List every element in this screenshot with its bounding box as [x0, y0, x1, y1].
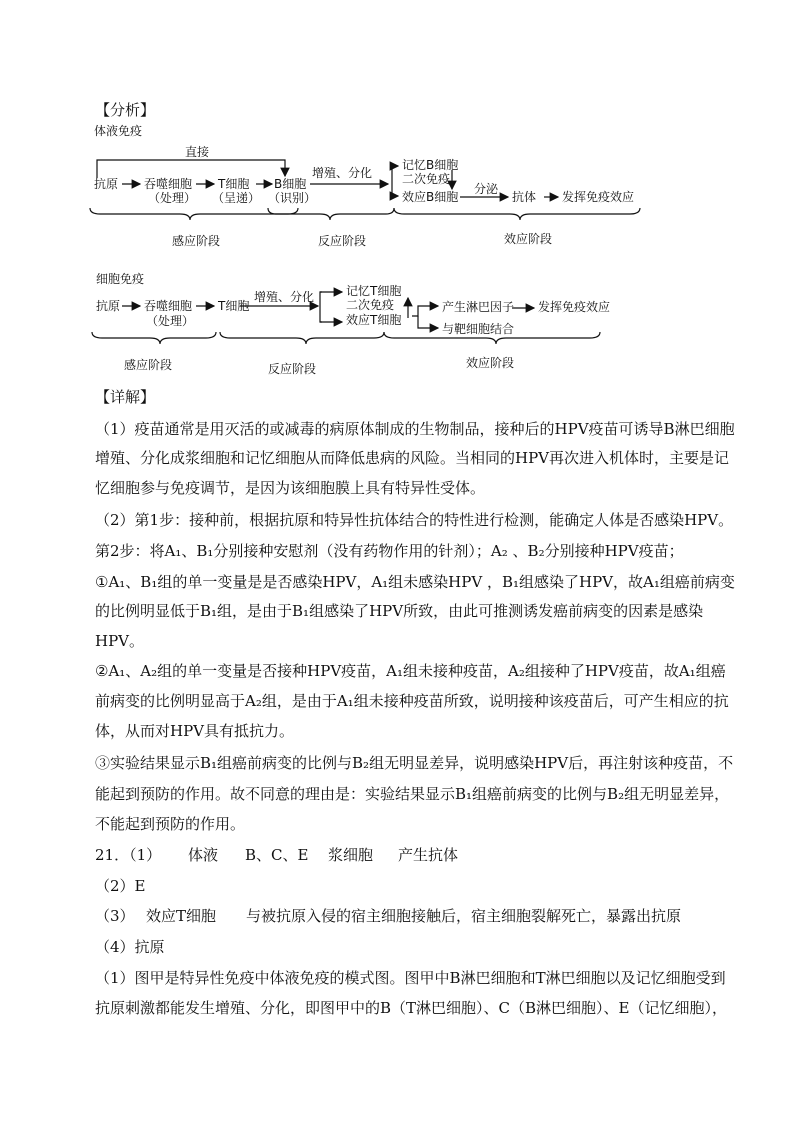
- answer21-q3-b: 与被抗原入侵的宿主细胞接触后，宿主细胞裂解死亡，暴露出抗原: [246, 907, 682, 925]
- cellular-diagram-lines: [0, 0, 800, 400]
- humoral-phagocyte: 吞噬细胞: [144, 177, 193, 191]
- answer21-explain-line: （1）图甲是特异性免疫中体液免疫的模式图。图甲中B淋巴细胞和T淋巴细胞以及记忆细胞受到: [95, 969, 726, 987]
- detail-heading: 【详解】: [95, 388, 156, 406]
- cellular-lymphokine: 产生淋巴因子: [442, 300, 515, 314]
- cellular-antigen: 抗原: [96, 299, 121, 313]
- humoral-phagocyte-note: （处理）: [148, 191, 197, 205]
- detail-line: 体，从而对HPV具有抵抗力。: [95, 722, 295, 740]
- answer21-explain-line: 抗原刺激都能发生增殖、分化，即图甲中的B（T淋巴细胞）、C（B淋巴细胞）、E（记忆细胞），: [95, 999, 727, 1017]
- cellular-t-cell: T细胞: [218, 299, 250, 313]
- humoral-secrete: 分泌: [474, 182, 499, 196]
- humoral-antibody: 抗体: [512, 190, 537, 204]
- cellular-memory-t: 记忆T细胞: [346, 284, 402, 298]
- answer21-q1-a: 体液: [188, 846, 219, 864]
- detail-line: （2）第1步：接种前，根据抗原和特异性抗体结合的特性进行检测，能确定人体是否感染HPV。: [95, 511, 734, 529]
- detail-line: （1）疫苗通常是用灭活的或减毒的病原体制成的生物制品，接种后的HPV疫苗可诱导B淋巴细胞: [95, 420, 735, 438]
- detail-line: 不能起到预防的作用。: [95, 815, 246, 833]
- detail-line: 能起到预防的作用。故不同意的理由是：实验结果显示B₁组癌前病变的比例与B₂组无明显差异，: [95, 785, 730, 803]
- detail-line: ①A₁、B₁组的单一变量是是否感染HPV，A₁组未感染HPV ，B₁组感染了HPV，故A₁组癌前病变: [95, 573, 735, 591]
- detail-line: 忆细胞参与免疫调节，是因为该细胞膜上具有特异性受体。: [95, 479, 486, 497]
- humoral-antigen: 抗原: [94, 177, 119, 191]
- cellular-phagocyte: 吞噬细胞: [144, 299, 193, 313]
- detail-line: ②A₁、A₂组的单一变量是否接种HPV疫苗，A₁组未接种疫苗，A₂组接种了HPV疫苗，故A₁组癌: [95, 662, 726, 680]
- answer21-q1-d: 产生抗体: [398, 846, 459, 864]
- detail-line: HPV。: [95, 632, 145, 650]
- humoral-t-cell: T细胞: [218, 177, 250, 191]
- humoral-stage-react: 反应阶段: [318, 234, 367, 248]
- humoral-secondary: 二次免疫: [402, 172, 451, 186]
- cellular-stage-sense: 感应阶段: [124, 358, 173, 372]
- humoral-direct-label: 直接: [185, 145, 210, 159]
- humoral-prolif: 增殖、分化: [312, 166, 373, 180]
- humoral-effect: 发挥免疫效应: [562, 190, 635, 204]
- cellular-secondary: 二次免疫: [346, 298, 395, 312]
- detail-line: ③实验结果显示B₁组癌前病变的比例与B₂组无明显差异，说明感染HPV后，再注射该种疫苗，不: [95, 754, 734, 772]
- humoral-memory-b: 记忆B细胞: [402, 158, 459, 172]
- cellular-effect: 发挥免疫效应: [538, 300, 611, 314]
- cellular-stage-react: 反应阶段: [268, 362, 317, 376]
- detail-line: 增殖、分化成浆细胞和记忆细胞从而降低患病的风险。当相同的HPV再次进入机体时，主要是记: [95, 449, 730, 467]
- humoral-b-cell-note: （识别）: [268, 191, 317, 205]
- cellular-title: 细胞免疫: [96, 272, 145, 286]
- humoral-stage-effect: 效应阶段: [504, 232, 553, 246]
- answer21-q3-number: （3）: [95, 907, 135, 925]
- analysis-heading: 【分析】: [95, 101, 156, 119]
- detail-line: 第2步：将A₁、B₁分别接种安慰剂（没有药物作用的针剂）；A₂ 、B₂分别接种HPV疫苗；: [95, 542, 684, 560]
- answer21-q4: （4）抗原: [95, 938, 165, 956]
- humoral-title: 体液免疫: [94, 124, 143, 138]
- cellular-effector-t: 效应T细胞: [346, 313, 402, 327]
- cellular-phagocyte-note: （处理）: [146, 314, 195, 328]
- humoral-effector-b: 效应B细胞: [402, 190, 459, 204]
- detail-line: 前病变的比例明显高于A₂组，是由于A₁组未接种疫苗所致，说明接种该疫苗后，可产生相应的抗: [95, 692, 729, 710]
- cellular-prolif: 增殖、分化: [254, 290, 315, 304]
- humoral-b-cell: B细胞: [274, 177, 307, 191]
- answer21-q1-b: B、C、E: [245, 846, 309, 864]
- humoral-stage-sense: 感应阶段: [172, 234, 221, 248]
- humoral-t-cell-note: （呈递）: [212, 191, 261, 205]
- answer21-q1-number: 21．（1）: [95, 846, 162, 864]
- answer21-q3-a: 效应T细胞: [146, 907, 217, 925]
- answer21-q2: （2）E: [95, 877, 146, 895]
- detail-line: 的比例明显低于B₁组，是由于B₁组感染了HPV所致，由此可推测诱发癌前病变的因素是感染: [95, 602, 704, 620]
- cellular-stage-effect: 效应阶段: [466, 356, 515, 370]
- answer21-q1-c: 浆细胞: [328, 846, 374, 864]
- cellular-target: 与靶细胞结合: [442, 322, 515, 336]
